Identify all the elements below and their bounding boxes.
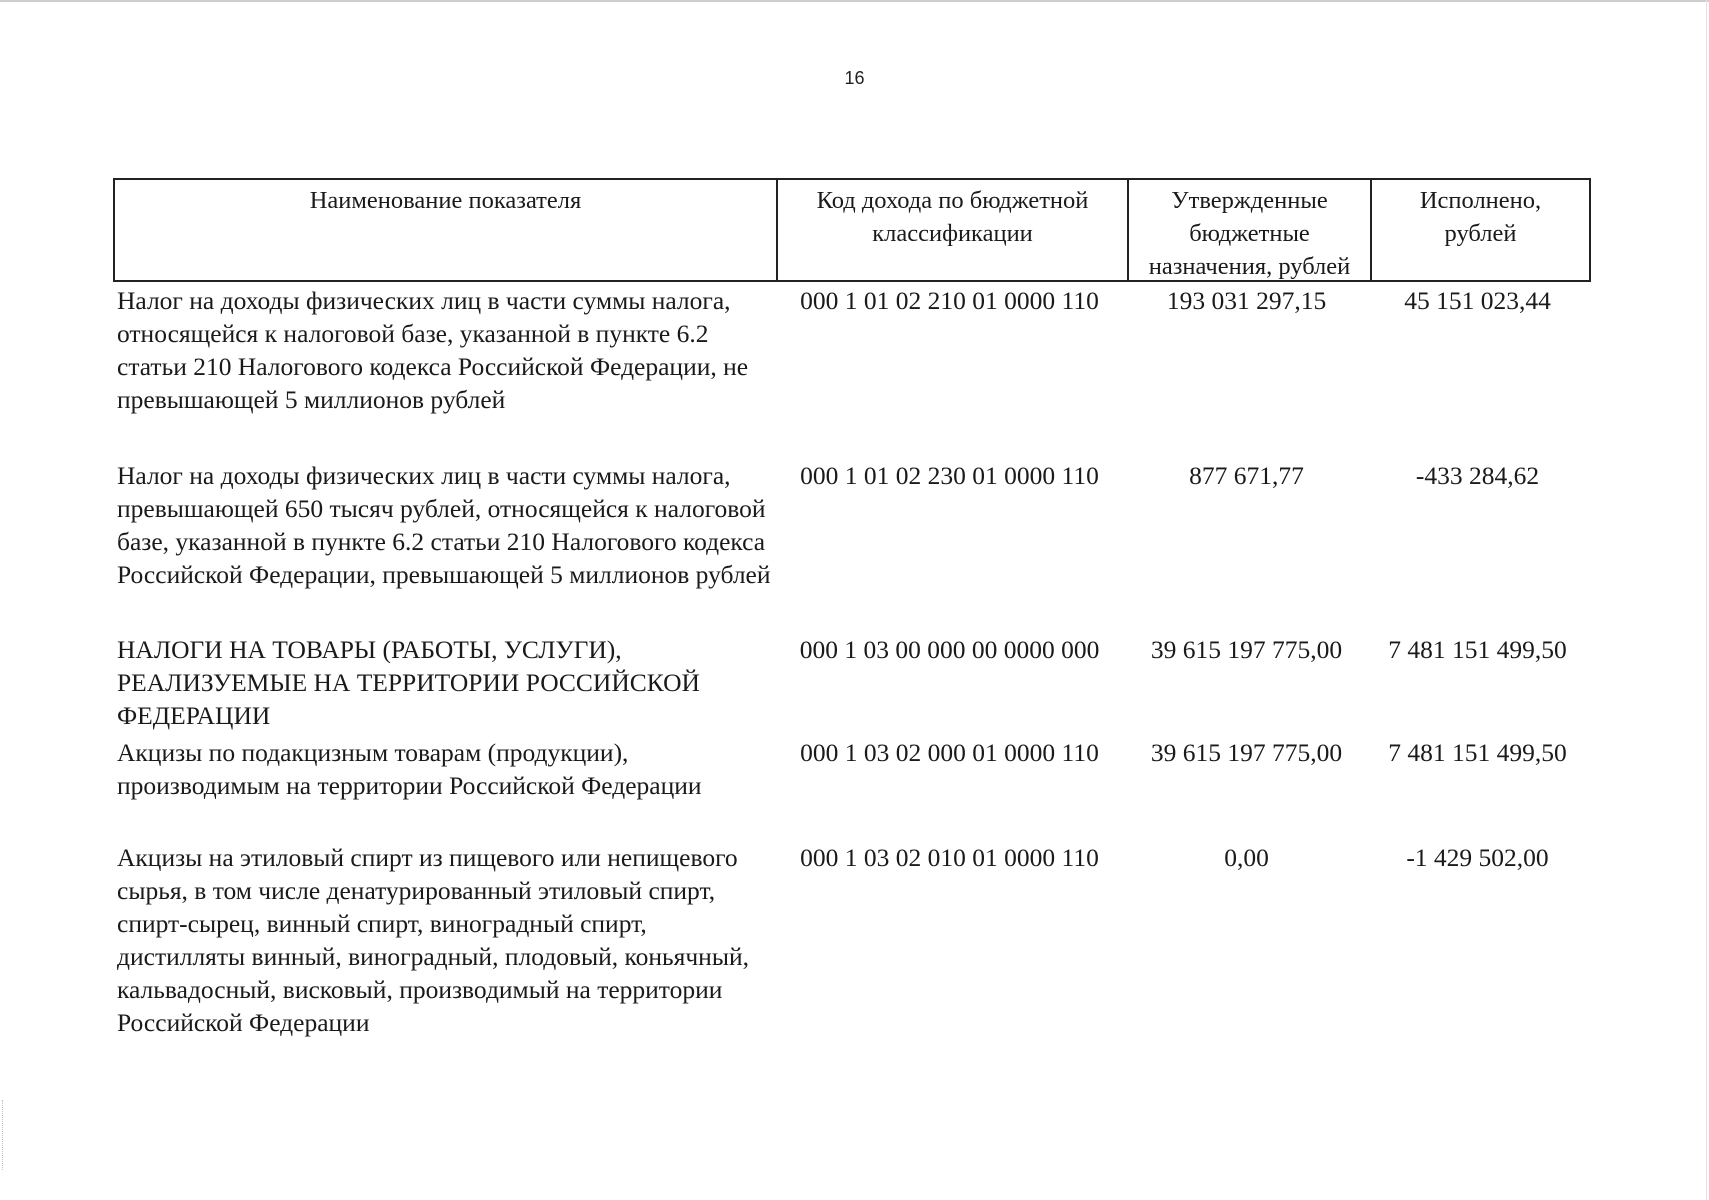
executed-amount: 45 151 023,44	[1404, 286, 1551, 315]
indicator-name: НАЛОГИ НА ТОВАРЫ (РАБОТЫ, УСЛУГИ), РЕАЛИЗУЕМЫЕ НА ТЕРРИТОРИИ РОССИЙСКОЙ ФЕДЕРАЦИИ	[117, 635, 700, 730]
executed-amount: 7 481 151 499,50	[1388, 738, 1567, 767]
indicator-name: Акцизы по подакцизным товарам (продукции), производимым на территории Российской Федерации	[117, 738, 702, 800]
income-code: 000 1 01 02 210 01 0000 110	[800, 286, 1099, 315]
scan-edge-top	[0, 0, 1709, 2]
table-body	[113, 282, 1591, 1039]
scan-specks	[2, 1100, 15, 1170]
indicator-name: Налог на доходы физических лиц в части суммы налога, относящейся к налоговой базе, указанной в пункте 6.2 статьи 210 Налогового кодекса Российской Федерации, не превышающей 5 миллионов рублей	[117, 286, 749, 414]
approved-amount: 39 615 197 775,00	[1150, 738, 1343, 767]
header-executed: Исполнено, рублей	[1370, 180, 1589, 280]
executed-amount: 7 481 151 499,50	[1388, 635, 1567, 664]
approved-amount: 193 031 297,15	[1166, 286, 1327, 315]
scan-edge-right	[1706, 0, 1707, 1200]
header-income-code: Код дохода по бюджетной классификации	[776, 180, 1127, 280]
table-row	[113, 734, 1591, 839]
income-code: 000 1 01 02 230 01 0000 110	[800, 461, 1099, 490]
income-code: 000 1 03 02 010 01 0000 110	[800, 843, 1099, 872]
executed-amount: -433 284,62	[1415, 461, 1540, 490]
income-code: 000 1 03 02 000 01 0000 110	[800, 738, 1099, 767]
header-approved-budget: Утвержденные бюджетные назначения, рублей	[1127, 180, 1370, 280]
header-indicator-name: Наименование показателя	[309, 187, 582, 214]
table-row	[113, 457, 1591, 631]
table-row	[113, 839, 1591, 1039]
approved-amount: 0,00	[1224, 843, 1269, 872]
approved-amount: 877 671,77	[1189, 461, 1304, 490]
table-row	[113, 282, 1591, 457]
indicator-name: Акцизы на этиловый спирт из пищевого или непищевого сырья, в том числе денатурированный этиловый спирт, спирт-сырец, винный спирт, виноградный спирт, дистилляты винный, виноградный, плодовый, коньячный, кальвадосный, висковый, производимый на территории Российской Федерации	[117, 843, 749, 1037]
table-header	[113, 178, 1591, 282]
table-row	[113, 631, 1591, 734]
income-code: 000 1 03 00 000 00 0000 000	[799, 635, 1100, 664]
executed-amount: -1 429 502,00	[1406, 843, 1549, 872]
indicator-name: Налог на доходы физических лиц в части суммы налога, превышающей 650 тысяч рублей, относящейся к налоговой базе, указанной в пункте 6.2 статьи 210 Налогового кодекса Российской Федерации, превышающей 5 миллионов рублей	[117, 461, 771, 589]
approved-amount: 39 615 197 775,00	[1150, 635, 1343, 664]
page-number: 16	[844, 68, 865, 88]
